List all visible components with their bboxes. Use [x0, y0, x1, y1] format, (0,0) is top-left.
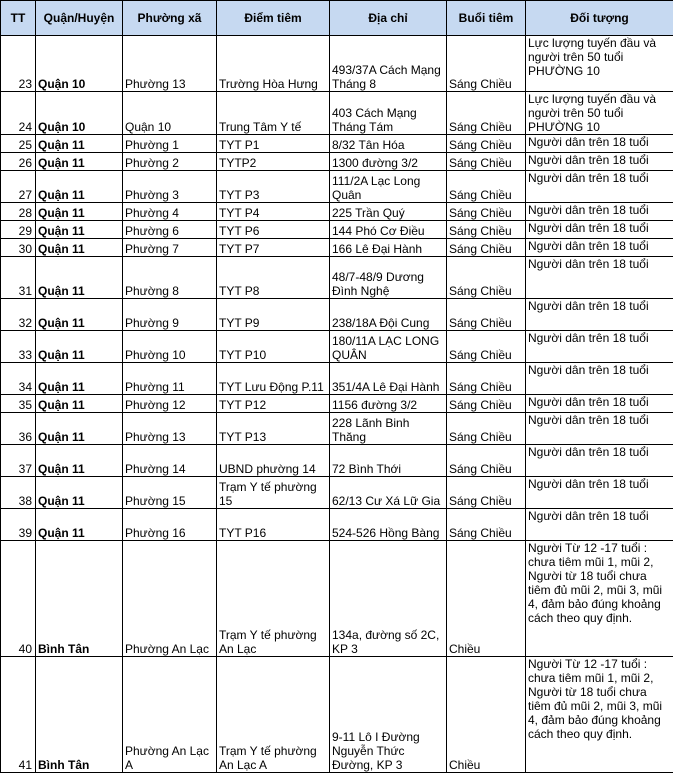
target-group-cell: Người dân trên 18 tuổi — [526, 331, 673, 363]
target-group-cell: Người dân trên 18 tuổi — [526, 363, 673, 395]
address-cell: 48/7-48/9 Dương Đình Nghệ — [330, 257, 447, 299]
address-cell: 351/4A Lê Đại Hành — [330, 363, 447, 395]
address-cell: 180/11A LẠC LONG QUÂN — [330, 331, 447, 363]
district-cell: Bình Tân — [36, 541, 123, 657]
session-cell: Sáng Chiều — [447, 363, 526, 395]
ward-cell: Phường 9 — [123, 299, 217, 331]
address-cell: 238/18A Đội Cung — [330, 299, 447, 331]
row-number-cell: 40 — [1, 541, 36, 657]
session-cell: Sáng Chiều — [447, 445, 526, 477]
ward-cell: Phường 8 — [123, 257, 217, 299]
site-cell: TYTP2 — [217, 153, 330, 171]
site-cell: TYT P3 — [217, 171, 330, 203]
district-cell: Quận 11 — [36, 509, 123, 541]
target-group-cell: Người dân trên 18 tuổi — [526, 395, 673, 413]
table-row — [1, 92, 673, 135]
session-cell: Chiều — [447, 541, 526, 657]
session-cell: Sáng Chiều — [447, 257, 526, 299]
ward-cell: Phường 4 — [123, 203, 217, 221]
ward-cell: Phường 13 — [123, 36, 217, 92]
table-row — [1, 331, 673, 363]
table-row — [1, 221, 673, 239]
site-cell: TYT P16 — [217, 509, 330, 541]
address-cell: 493/37A Cách Mạng Tháng 8 — [330, 36, 447, 92]
row-number-cell: 37 — [1, 445, 36, 477]
site-cell: TYT Lưu Động P.11 — [217, 363, 330, 395]
target-group-cell: Người dân trên 18 tuổi — [526, 221, 673, 239]
row-number-cell: 26 — [1, 153, 36, 171]
table-row — [1, 135, 673, 153]
ward-cell: Phường 7 — [123, 239, 217, 257]
address-cell: 1300 đường 3/2 — [330, 153, 447, 171]
table-row — [1, 153, 673, 171]
site-cell: TYT P4 — [217, 203, 330, 221]
address-cell: 9-11 Lô I Đường Nguyễn Thức Đường, KP 3 — [330, 657, 447, 773]
target-group-cell: Người Từ 12 -17 tuổi : chưa tiêm mũi 1, mũi 2, Người từ 18 tuổi chưa tiêm đủ mũi 2, mũi 3, mũi 4, đảm bảo đúng khoảng cách theo quy định. — [526, 657, 673, 773]
row-number-cell: 31 — [1, 257, 36, 299]
site-cell: TYT P1 — [217, 135, 330, 153]
site-cell: TYT P10 — [217, 331, 330, 363]
address-cell: 228 Lãnh Binh Thăng — [330, 413, 447, 445]
site-cell: TYT P12 — [217, 395, 330, 413]
col-header-session: Buổi tiêm — [447, 1, 526, 36]
address-cell: 524-526 Hồng Bàng — [330, 509, 447, 541]
table-row — [1, 203, 673, 221]
row-number-cell: 35 — [1, 395, 36, 413]
site-cell: Trạm Y tế phường An Lạc — [217, 541, 330, 657]
session-cell: Chiều — [447, 657, 526, 773]
col-header-address: Địa chỉ — [330, 1, 447, 36]
session-cell: Sáng Chiều — [447, 395, 526, 413]
ward-cell: Phường 13 — [123, 413, 217, 445]
target-group-cell: Người dân trên 18 tuổi — [526, 477, 673, 509]
ward-cell: Phường 11 — [123, 363, 217, 395]
row-number-cell: 27 — [1, 171, 36, 203]
row-number-cell: 30 — [1, 239, 36, 257]
district-cell: Bình Tân — [36, 657, 123, 773]
ward-cell: Phường 6 — [123, 221, 217, 239]
table-body — [1, 36, 673, 773]
row-number-cell: 39 — [1, 509, 36, 541]
session-cell: Sáng Chiều — [447, 331, 526, 363]
session-cell: Sáng Chiều — [447, 153, 526, 171]
address-cell: 166 Lê Đại Hành — [330, 239, 447, 257]
site-cell: UBND phường 14 — [217, 445, 330, 477]
row-number-cell: 41 — [1, 657, 36, 773]
target-group-cell: Người dân trên 18 tuổi — [526, 239, 673, 257]
target-group-cell: Người dân trên 18 tuổi — [526, 171, 673, 203]
ward-cell: Phường 1 — [123, 135, 217, 153]
row-number-cell: 34 — [1, 363, 36, 395]
ward-cell: Phường 3 — [123, 171, 217, 203]
ward-cell: Phường 16 — [123, 509, 217, 541]
row-number-cell: 38 — [1, 477, 36, 509]
address-cell: 403 Cách Mạng Tháng Tám — [330, 92, 447, 135]
table-row — [1, 477, 673, 509]
district-cell: Quận 11 — [36, 395, 123, 413]
row-number-cell: 23 — [1, 36, 36, 92]
table-row — [1, 413, 673, 445]
table-row — [1, 657, 673, 773]
table-row — [1, 363, 673, 395]
district-cell: Quận 10 — [36, 36, 123, 92]
district-cell: Quận 11 — [36, 171, 123, 203]
site-cell: TYT P13 — [217, 413, 330, 445]
address-cell: 8/32 Tân Hóa — [330, 135, 447, 153]
header-row — [1, 1, 673, 36]
table-row — [1, 541, 673, 657]
row-number-cell: 24 — [1, 92, 36, 135]
row-number-cell: 36 — [1, 413, 36, 445]
session-cell: Sáng Chiều — [447, 171, 526, 203]
district-cell: Quận 10 — [36, 92, 123, 135]
target-group-cell: Người dân trên 18 tuổi — [526, 299, 673, 331]
ward-cell: Quận 10 — [123, 92, 217, 135]
ward-cell: Phường 2 — [123, 153, 217, 171]
session-cell: Sáng Chiều — [447, 299, 526, 331]
site-cell: Trạm Y tế phường 15 — [217, 477, 330, 509]
ward-cell: Phường An Lạc A — [123, 657, 217, 773]
address-cell: 1156 đường 3/2 — [330, 395, 447, 413]
district-cell: Quận 11 — [36, 221, 123, 239]
district-cell: Quận 11 — [36, 299, 123, 331]
ward-cell: Phường 14 — [123, 445, 217, 477]
table-row — [1, 36, 673, 92]
row-number-cell: 28 — [1, 203, 36, 221]
target-group-cell: Người dân trên 18 tuổi — [526, 509, 673, 541]
table-row — [1, 299, 673, 331]
target-group-cell: Người dân trên 18 tuổi — [526, 445, 673, 477]
site-cell: TYT P6 — [217, 221, 330, 239]
session-cell: Sáng Chiều — [447, 509, 526, 541]
table-row — [1, 171, 673, 203]
ward-cell: Phường 15 — [123, 477, 217, 509]
address-cell: 62/13 Cư Xá Lữ Gia — [330, 477, 447, 509]
session-cell: Sáng Chiều — [447, 477, 526, 509]
session-cell: Sáng Chiều — [447, 239, 526, 257]
district-cell: Quận 11 — [36, 203, 123, 221]
table-row — [1, 395, 673, 413]
target-group-cell: Người dân trên 18 tuổi — [526, 203, 673, 221]
table-row — [1, 257, 673, 299]
session-cell: Sáng Chiều — [447, 413, 526, 445]
row-number-cell: 33 — [1, 331, 36, 363]
session-cell: Sáng Chiều — [447, 92, 526, 135]
district-cell: Quận 11 — [36, 257, 123, 299]
address-cell: 72 Bình Thới — [330, 445, 447, 477]
district-cell: Quận 11 — [36, 153, 123, 171]
address-cell: 144 Phó Cơ Điều — [330, 221, 447, 239]
site-cell: TYT P7 — [217, 239, 330, 257]
district-cell: Quận 11 — [36, 413, 123, 445]
district-cell: Quận 11 — [36, 239, 123, 257]
district-cell: Quận 11 — [36, 445, 123, 477]
target-group-cell: Người dân trên 18 tuổi — [526, 257, 673, 299]
ward-cell: Phường 12 — [123, 395, 217, 413]
table-row — [1, 445, 673, 477]
target-group-cell: Lực lượng tuyến đầu và người trên 50 tuổi PHƯỜNG 10 — [526, 92, 673, 135]
row-number-cell: 25 — [1, 135, 36, 153]
target-group-cell: Lực lượng tuyến đầu và người trên 50 tuổi PHƯỜNG 10 — [526, 36, 673, 92]
address-cell: 111/2A Lạc Long Quân — [330, 171, 447, 203]
col-header-target: Đối tượng — [526, 1, 673, 36]
target-group-cell: Người dân trên 18 tuổi — [526, 413, 673, 445]
col-header-site: Điểm tiêm — [217, 1, 330, 36]
address-cell: 225 Trần Quý — [330, 203, 447, 221]
col-header-ward: Phường xã — [123, 1, 217, 36]
district-cell: Quận 11 — [36, 477, 123, 509]
col-header-tt: TT — [1, 1, 36, 36]
target-group-cell: Người Từ 12 -17 tuổi : chưa tiêm mũi 1, mũi 2, Người từ 18 tuổi chưa tiêm đủ mũi 2, mũi 3, mũi 4, đảm bảo đúng khoảng cách theo quy định. — [526, 541, 673, 657]
row-number-cell: 29 — [1, 221, 36, 239]
district-cell: Quận 11 — [36, 135, 123, 153]
row-number-cell: 32 — [1, 299, 36, 331]
session-cell: Sáng Chiều — [447, 203, 526, 221]
site-cell: Trung Tâm Y tế — [217, 92, 330, 135]
district-cell: Quận 11 — [36, 363, 123, 395]
site-cell: TYT P9 — [217, 299, 330, 331]
district-cell: Quận 11 — [36, 331, 123, 363]
site-cell: Trạm Y tế phường An Lạc A — [217, 657, 330, 773]
table-row — [1, 239, 673, 257]
site-cell: Trường Hòa Hưng — [217, 36, 330, 92]
table-row — [1, 509, 673, 541]
session-cell: Sáng Chiều — [447, 221, 526, 239]
site-cell: TYT P8 — [217, 257, 330, 299]
ward-cell: Phường An Lạc — [123, 541, 217, 657]
target-group-cell: Người dân trên 18 tuổi — [526, 135, 673, 153]
session-cell: Sáng Chiều — [447, 135, 526, 153]
address-cell: 134a, đường số 2C, KP 3 — [330, 541, 447, 657]
session-cell: Sáng Chiều — [447, 36, 526, 92]
col-header-district: Quận/Huyện — [36, 1, 123, 36]
target-group-cell: Người dân trên 18 tuổi — [526, 153, 673, 171]
ward-cell: Phường 10 — [123, 331, 217, 363]
